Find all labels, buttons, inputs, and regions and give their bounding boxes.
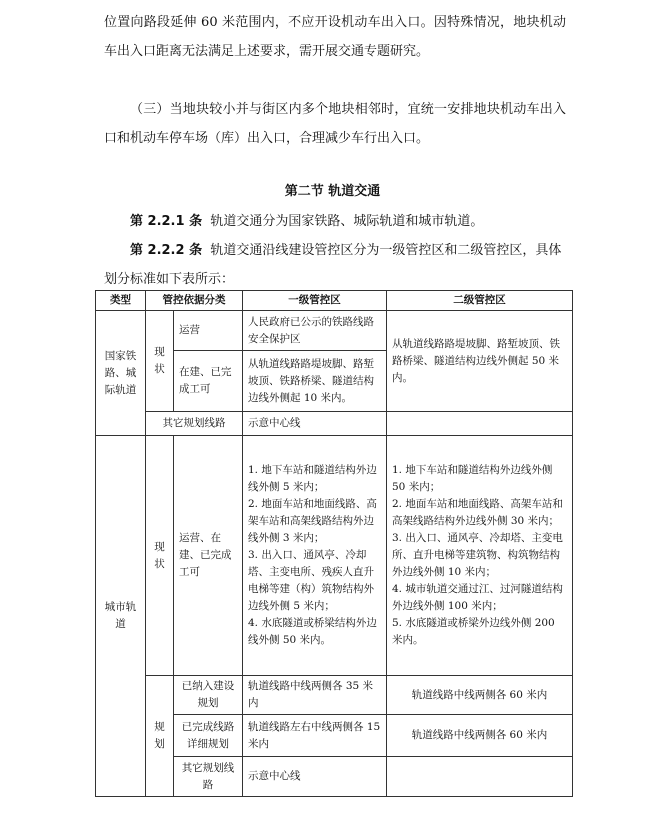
basis-cell: 运营 — [174, 311, 243, 351]
paragraph: 位置向路段延伸 60 米范围内，不应开设机动车出入口。因特殊情况，地块机动车出入口距离无法满足上述要求，需开展交通专题研究。 — [104, 15, 566, 59]
control-zone-table — [95, 290, 573, 797]
level2-cell: 1. 地下车站和隧道结构外边线外侧 50 米内； 2. 地面车站和地面线路、高架车站和高架线路结构外边线外侧 30 米内； 3. 出入口、通风亭、冷却塔、主变电所、直升电梯等建筑物、构筑物结构外边线外侧 10 米内； 4. 城市轨道交通过江、过河隧道结构外边线外侧 100 米内； 5. 水底隧道或桥梁外边线外侧 200 米内。 — [387, 436, 573, 676]
basis-cell: 运营、在建、已完成工可 — [174, 436, 243, 676]
section-title: 第二节 轨道交通 — [284, 184, 381, 199]
basis-cell: 其它规划线路 — [174, 757, 243, 797]
article-number: 第 2.2.1 条 — [130, 214, 203, 229]
type-cell: 国家铁路、城际轨道 — [96, 311, 146, 436]
table-row — [96, 436, 573, 676]
basis-cell: 已纳入建设规划 — [174, 676, 243, 715]
type-cell: 城市轨道 — [96, 436, 146, 797]
article-2-2-1 — [104, 207, 566, 236]
level1-cell: 轨道线路左右中线两侧各 15 米内 — [243, 715, 387, 757]
article-text: 轨道交通沿线建设管控区分为一级管控区和二级管控区，具体划分标准如下表所示： — [104, 243, 562, 287]
basis-cell: 已完成线路详细规划 — [174, 715, 243, 757]
article-number: 第 2.2.2 条 — [130, 243, 203, 258]
level1-cell: 1. 地下车站和隧道结构外边线外侧 5 米内； 2. 地面车站和地面线路、高架车站和高架线路结构外边线外侧 3 米内； 3. 出入口、通风亭、冷却塔、主变电所、残疾人直升电梯等建（构）筑物结构外边线外侧 5 米内； 4. 水底隧道或桥梁结构外边线外侧 50 米内。 — [243, 436, 387, 676]
table-row — [96, 412, 573, 436]
header-level1: 一级管控区 — [243, 291, 387, 311]
article-2-2-2 — [104, 236, 566, 294]
header-type: 类型 — [96, 291, 146, 311]
level2-cell: 轨道线路中线两侧各 60 米内 — [387, 676, 573, 715]
table-header-row — [96, 291, 573, 311]
level2-cell — [387, 412, 573, 436]
header-basis: 管控依据分类 — [146, 291, 243, 311]
article-text: 轨道交通分为国家铁路、城际轨道和城市轨道。 — [210, 214, 484, 229]
paragraph: （三）当地块较小并与街区内多个地块相邻时，宜统一安排地块机动车出入口和机动车停车场（库）出入口，合理减少车行出入口。 — [104, 102, 566, 146]
level1-cell: 示意中心线 — [243, 412, 387, 436]
category-cell: 规划 — [146, 676, 174, 797]
level1-cell: 从轨道线路路堤坡脚、路堑坡顶、铁路桥梁、隧道结构边线外侧起 10 米内。 — [243, 351, 387, 412]
level1-cell: 轨道线路中线两侧各 35 米内 — [243, 676, 387, 715]
level2-cell — [387, 757, 573, 797]
category-cell: 现状 — [146, 436, 174, 676]
table-row — [96, 311, 573, 351]
level1-cell: 示意中心线 — [243, 757, 387, 797]
basis-cell: 在建、已完成工可 — [174, 351, 243, 412]
header-level2: 二级管控区 — [387, 291, 573, 311]
level2-cell: 从轨道线路路堤坡脚、路堑坡顶、铁路桥梁、隧道结构边线外侧起 50 米内。 — [387, 311, 573, 412]
level1-cell: 人民政府已公示的铁路线路安全保护区 — [243, 311, 387, 351]
table-row — [96, 676, 573, 715]
basis-cell: 其它规划线路 — [146, 412, 243, 436]
level2-cell: 轨道线路中线两侧各 60 米内 — [387, 715, 573, 757]
category-cell: 现状 — [146, 311, 174, 412]
